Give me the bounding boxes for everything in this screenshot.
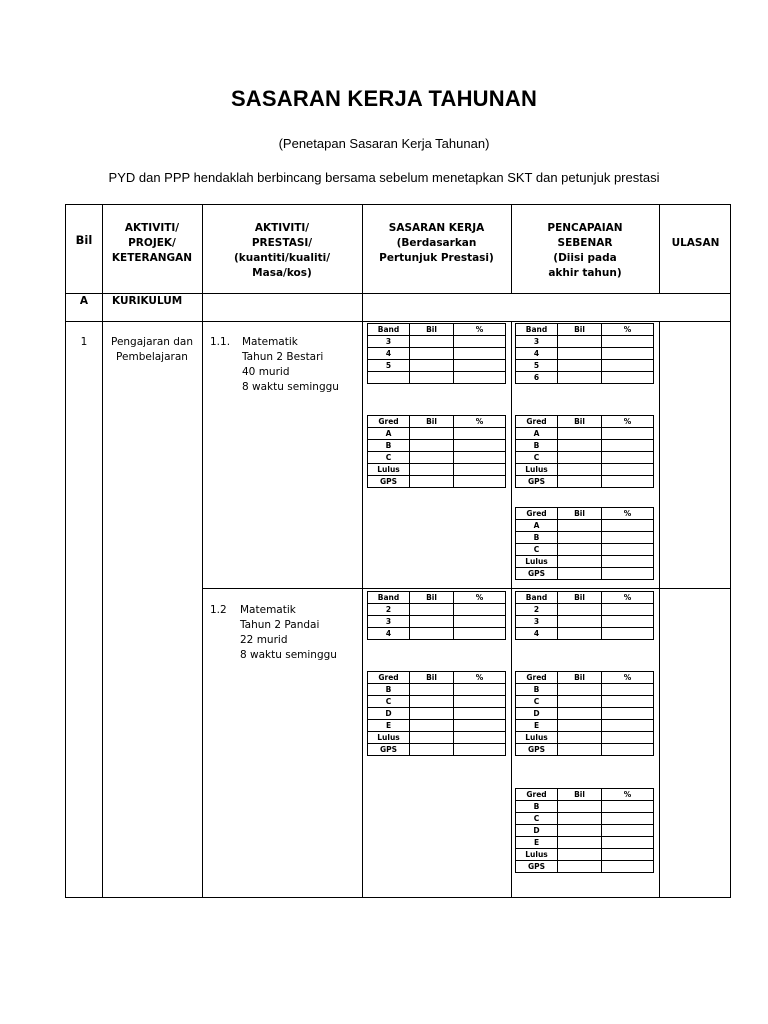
- col-header-percent: %: [454, 672, 506, 684]
- percent-field[interactable]: [454, 684, 506, 696]
- bil-field[interactable]: [558, 568, 602, 580]
- band-table: [367, 591, 506, 640]
- bil-field[interactable]: [410, 616, 454, 628]
- row-label: C: [516, 696, 558, 708]
- bil-field[interactable]: [410, 360, 454, 372]
- header-ulasan: ULASAN: [671, 237, 720, 249]
- percent-field[interactable]: [602, 336, 654, 348]
- col-header-bil: Bil: [410, 672, 454, 684]
- bil-field[interactable]: [558, 837, 602, 849]
- col-header-percent: %: [602, 592, 654, 604]
- percent-field[interactable]: [602, 813, 654, 825]
- band-table: [515, 591, 654, 640]
- bil-field[interactable]: [410, 464, 454, 476]
- percent-field[interactable]: [454, 348, 506, 360]
- row-label: 3: [516, 336, 558, 348]
- bil-field[interactable]: [558, 732, 602, 744]
- row-label: Lulus: [516, 464, 558, 476]
- bil-field[interactable]: [558, 604, 602, 616]
- row-label: 2: [516, 604, 558, 616]
- percent-field[interactable]: [602, 440, 654, 452]
- bil-field[interactable]: [558, 452, 602, 464]
- row-label: 3: [368, 336, 410, 348]
- percent-field[interactable]: [454, 708, 506, 720]
- percent-field[interactable]: [454, 616, 506, 628]
- percent-field[interactable]: [602, 452, 654, 464]
- bil-field[interactable]: [410, 696, 454, 708]
- percent-field[interactable]: [602, 520, 654, 532]
- percent-field[interactable]: [602, 556, 654, 568]
- col-header-bil: Bil: [410, 324, 454, 336]
- bil-field[interactable]: [558, 801, 602, 813]
- percent-field[interactable]: [454, 732, 506, 744]
- item-1-2: 1.2 Matematik Tahun 2 Pandai 22 murid 8 waktu seminggu: [210, 604, 337, 661]
- bil-field[interactable]: [558, 813, 602, 825]
- bil-field[interactable]: [558, 360, 602, 372]
- row-label: 4: [368, 628, 410, 640]
- percent-field[interactable]: [454, 372, 506, 384]
- row-label: GPS: [368, 744, 410, 756]
- row-label: B: [368, 684, 410, 696]
- row-divider: [66, 321, 730, 322]
- document-instruction: PYD dan PPP hendaklah berbincang bersama sebelum menetapkan SKT dan petunjuk prestasi: [108, 170, 660, 185]
- bil-field[interactable]: [558, 520, 602, 532]
- col-header-bil: Bil: [558, 789, 602, 801]
- item-1-1: 1.1. Matematik Tahun 2 Bestari 40 murid 8 waktu seminggu: [210, 336, 339, 393]
- percent-field[interactable]: [602, 732, 654, 744]
- gred-table: [367, 415, 506, 488]
- row-label: Lulus: [368, 464, 410, 476]
- row-label: 4: [516, 348, 558, 360]
- document-subtitle: (Penetapan Sasaran Kerja Tahunan): [278, 136, 490, 151]
- header-pencapaian: PENCAPAIAN SEBENAR (Diisi pada akhir tahun): [547, 222, 623, 279]
- row-label: B: [516, 532, 558, 544]
- percent-field[interactable]: [602, 428, 654, 440]
- percent-field[interactable]: [602, 684, 654, 696]
- bil-field[interactable]: [558, 616, 602, 628]
- row-label: GPS: [516, 476, 558, 488]
- header-sasaran-kerja: SASARAN KERJA (Berdasarkan Pertunjuk Prestasi): [379, 222, 494, 264]
- band-table: [367, 323, 506, 384]
- gred-table: [515, 671, 654, 756]
- percent-field[interactable]: [454, 464, 506, 476]
- percent-field[interactable]: [454, 720, 506, 732]
- percent-field[interactable]: [454, 452, 506, 464]
- bil-field[interactable]: [410, 440, 454, 452]
- bil-field[interactable]: [558, 744, 602, 756]
- col-header-label: Gred: [368, 672, 410, 684]
- row-aktiviti: Pengajaran dan Pembelajaran: [110, 336, 194, 363]
- col-divider: [362, 293, 363, 897]
- header-aktiviti-projek: AKTIVITI/ PROJEK/ KETERANGAN: [111, 222, 193, 264]
- percent-field[interactable]: [602, 372, 654, 384]
- row-label: C: [516, 813, 558, 825]
- row-label: C: [368, 452, 410, 464]
- row-label: A: [516, 428, 558, 440]
- gred-table: [515, 788, 654, 873]
- bil-field[interactable]: [410, 336, 454, 348]
- percent-field[interactable]: [454, 744, 506, 756]
- header-aktiviti-prestasi: AKTIVITI/ PRESTASI/ (kuantiti/kualiti/ Masa/kos): [233, 222, 331, 279]
- percent-field[interactable]: [602, 861, 654, 873]
- bil-field[interactable]: [410, 720, 454, 732]
- bil-field[interactable]: [410, 604, 454, 616]
- row-label: Lulus: [516, 556, 558, 568]
- percent-field[interactable]: [602, 616, 654, 628]
- bil-field[interactable]: [558, 464, 602, 476]
- header-bil: Bil: [75, 233, 93, 247]
- col-header-label: Gred: [516, 672, 558, 684]
- percent-field[interactable]: [454, 336, 506, 348]
- percent-field[interactable]: [454, 440, 506, 452]
- col-header-label: Band: [516, 592, 558, 604]
- bil-field[interactable]: [558, 628, 602, 640]
- col-header-label: Gred: [368, 416, 410, 428]
- row-label: E: [368, 720, 410, 732]
- col-header-bil: Bil: [410, 592, 454, 604]
- row-label: B: [516, 801, 558, 813]
- col-header-label: Gred: [516, 508, 558, 520]
- col-header-percent: %: [602, 672, 654, 684]
- bil-field[interactable]: [410, 428, 454, 440]
- bil-field[interactable]: [410, 708, 454, 720]
- row-label: [368, 372, 410, 384]
- bil-field[interactable]: [410, 684, 454, 696]
- bil-field[interactable]: [558, 428, 602, 440]
- bil-field[interactable]: [558, 556, 602, 568]
- col-header-bil: Bil: [558, 592, 602, 604]
- percent-field[interactable]: [454, 360, 506, 372]
- bil-field[interactable]: [558, 696, 602, 708]
- col-header-label: Band: [368, 592, 410, 604]
- bil-field[interactable]: [558, 532, 602, 544]
- col-header-percent: %: [454, 416, 506, 428]
- row-label: Lulus: [516, 732, 558, 744]
- percent-field[interactable]: [602, 360, 654, 372]
- col-header-label: Gred: [516, 416, 558, 428]
- row-label: B: [368, 440, 410, 452]
- percent-field[interactable]: [602, 628, 654, 640]
- percent-field[interactable]: [602, 604, 654, 616]
- bil-field[interactable]: [558, 861, 602, 873]
- bil-field[interactable]: [410, 476, 454, 488]
- percent-field[interactable]: [602, 532, 654, 544]
- row-label: D: [368, 708, 410, 720]
- percent-field[interactable]: [454, 428, 506, 440]
- col-header-bil: Bil: [558, 672, 602, 684]
- gred-table: [367, 671, 506, 756]
- percent-field[interactable]: [602, 464, 654, 476]
- row-label: B: [516, 440, 558, 452]
- row-label: 2: [368, 604, 410, 616]
- bil-field[interactable]: [410, 628, 454, 640]
- row-label: D: [516, 708, 558, 720]
- percent-field[interactable]: [454, 476, 506, 488]
- row-label: 3: [516, 616, 558, 628]
- percent-field[interactable]: [602, 825, 654, 837]
- percent-field[interactable]: [454, 696, 506, 708]
- row-label: GPS: [516, 568, 558, 580]
- row-label: 3: [368, 616, 410, 628]
- row-label: E: [516, 720, 558, 732]
- row-label: D: [516, 825, 558, 837]
- row-label: 4: [368, 348, 410, 360]
- row-label: 6: [516, 372, 558, 384]
- col-header-label: Band: [368, 324, 410, 336]
- row-number: 1: [80, 336, 88, 348]
- bil-field[interactable]: [410, 744, 454, 756]
- gred-table: [515, 415, 654, 488]
- row-label: C: [368, 696, 410, 708]
- row-label: 5: [368, 360, 410, 372]
- row-label: A: [368, 428, 410, 440]
- col-divider: [102, 205, 103, 897]
- bil-field[interactable]: [558, 825, 602, 837]
- bil-field[interactable]: [410, 348, 454, 360]
- col-header-bil: Bil: [558, 508, 602, 520]
- row-label: GPS: [368, 476, 410, 488]
- col-header-percent: %: [454, 324, 506, 336]
- col-header-bil: Bil: [410, 416, 454, 428]
- percent-field[interactable]: [602, 544, 654, 556]
- percent-field[interactable]: [454, 628, 506, 640]
- col-header-percent: %: [454, 592, 506, 604]
- percent-field[interactable]: [602, 476, 654, 488]
- row-label: C: [516, 452, 558, 464]
- row-label: A: [516, 520, 558, 532]
- percent-field[interactable]: [602, 708, 654, 720]
- bil-field[interactable]: [558, 348, 602, 360]
- row-label: 4: [516, 628, 558, 640]
- bil-field[interactable]: [410, 732, 454, 744]
- col-header-bil: Bil: [558, 324, 602, 336]
- bil-field[interactable]: [558, 336, 602, 348]
- col-header-label: Gred: [516, 789, 558, 801]
- col-header-percent: %: [602, 324, 654, 336]
- col-divider: [511, 321, 512, 897]
- percent-field[interactable]: [602, 568, 654, 580]
- row-label: GPS: [516, 861, 558, 873]
- row-label: E: [516, 837, 558, 849]
- col-header-percent: %: [602, 416, 654, 428]
- row-label: Lulus: [368, 732, 410, 744]
- percent-field[interactable]: [454, 604, 506, 616]
- bil-field[interactable]: [410, 372, 454, 384]
- bil-field[interactable]: [558, 849, 602, 861]
- row-divider: [202, 588, 730, 589]
- bil-field[interactable]: [558, 708, 602, 720]
- percent-field[interactable]: [602, 849, 654, 861]
- percent-field[interactable]: [602, 801, 654, 813]
- bil-field[interactable]: [558, 544, 602, 556]
- row-label: Lulus: [516, 849, 558, 861]
- skt-form-table: [65, 204, 731, 898]
- percent-field[interactable]: [602, 348, 654, 360]
- row-label: GPS: [516, 744, 558, 756]
- percent-field[interactable]: [602, 837, 654, 849]
- col-header-percent: %: [602, 508, 654, 520]
- col-header-percent: %: [602, 789, 654, 801]
- bil-field[interactable]: [558, 440, 602, 452]
- row-label: C: [516, 544, 558, 556]
- band-table: [515, 323, 654, 384]
- col-divider: [659, 321, 660, 897]
- col-header-label: Band: [516, 324, 558, 336]
- row-label: B: [516, 684, 558, 696]
- bil-field[interactable]: [558, 372, 602, 384]
- bil-field[interactable]: [410, 452, 454, 464]
- percent-field[interactable]: [602, 696, 654, 708]
- bil-field[interactable]: [558, 476, 602, 488]
- percent-field[interactable]: [602, 744, 654, 756]
- document-title: SASARAN KERJA TAHUNAN: [230, 86, 538, 111]
- bil-field[interactable]: [558, 684, 602, 696]
- col-divider: [202, 205, 203, 897]
- section-code: A: [79, 295, 89, 307]
- percent-field[interactable]: [602, 720, 654, 732]
- section-name: KURIKULUM: [112, 295, 183, 307]
- bil-field[interactable]: [558, 720, 602, 732]
- row-label: 5: [516, 360, 558, 372]
- col-header-bil: Bil: [558, 416, 602, 428]
- gred-table: [515, 507, 654, 580]
